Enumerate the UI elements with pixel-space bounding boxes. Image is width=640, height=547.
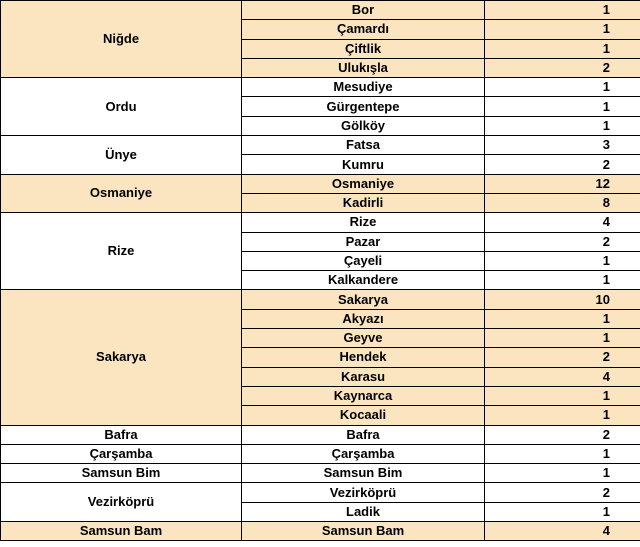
count-cell: 1	[485, 271, 640, 290]
branch-cell: Kumru	[242, 155, 485, 174]
count-cell: 1	[485, 1, 640, 20]
branch-cell: Kalkandere	[242, 271, 485, 290]
branch-cell: Rize	[242, 213, 485, 232]
count-cell: 1	[485, 464, 640, 483]
count-cell: 4	[485, 213, 640, 232]
branch-cell: Samsun Bim	[242, 464, 485, 483]
branch-cell: Bafra	[242, 425, 485, 444]
count-cell: 1	[485, 444, 640, 463]
table-row	[1, 213, 640, 232]
branch-cell: Kadirli	[242, 193, 485, 212]
count-cell: 1	[485, 116, 640, 135]
count-cell: 2	[485, 155, 640, 174]
table-row	[1, 136, 640, 155]
branch-cell: Ladik	[242, 502, 485, 521]
table-row	[1, 78, 640, 97]
count-cell: 1	[485, 78, 640, 97]
count-cell: 1	[485, 97, 640, 116]
region-cell: Ordu	[1, 78, 242, 136]
branch-cell: Mesudiye	[242, 78, 485, 97]
region-cell: Osmaniye	[1, 174, 242, 213]
table-row	[1, 522, 640, 541]
count-cell: 3	[485, 136, 640, 155]
count-cell: 4	[485, 367, 640, 386]
branch-cell: Çamardı	[242, 20, 485, 39]
count-cell: 1	[485, 20, 640, 39]
branch-cell: Osmaniye	[242, 174, 485, 193]
branch-cell: Gürgentepe	[242, 97, 485, 116]
count-cell: 1	[485, 329, 640, 348]
region-cell: Sakarya	[1, 290, 242, 425]
count-cell: 1	[485, 39, 640, 58]
table-row	[1, 290, 640, 309]
count-cell: 8	[485, 193, 640, 212]
branch-cell: Gölköy	[242, 116, 485, 135]
region-cell: Bafra	[1, 425, 242, 444]
branch-cell: Karasu	[242, 367, 485, 386]
table-row	[1, 444, 640, 463]
region-cell: Çarşamba	[1, 444, 242, 463]
count-cell: 1	[485, 386, 640, 405]
table-row	[1, 1, 640, 20]
table-row	[1, 464, 640, 483]
region-cell: Samsun Bim	[1, 464, 242, 483]
count-cell: 2	[485, 483, 640, 502]
table-body	[1, 1, 640, 541]
branch-cell: Çayeli	[242, 251, 485, 270]
count-cell: 4	[485, 522, 640, 541]
branch-cell: Çarşamba	[242, 444, 485, 463]
branch-cell: Fatsa	[242, 136, 485, 155]
branch-cell: Akyazı	[242, 309, 485, 328]
count-cell: 10	[485, 290, 640, 309]
branch-cell: Pazar	[242, 232, 485, 251]
table-row	[1, 483, 640, 502]
branch-cell: Ulukışla	[242, 58, 485, 77]
count-cell: 1	[485, 309, 640, 328]
count-cell: 2	[485, 232, 640, 251]
region-cell: Samsun Bam	[1, 522, 242, 541]
count-cell: 12	[485, 174, 640, 193]
count-cell: 2	[485, 58, 640, 77]
count-cell: 1	[485, 406, 640, 425]
region-cell: Niğde	[1, 1, 242, 78]
count-cell: 1	[485, 251, 640, 270]
branch-cell: Samsun Bam	[242, 522, 485, 541]
table-row	[1, 174, 640, 193]
branch-cell: Vezirköprü	[242, 483, 485, 502]
branch-cell: Kaynarca	[242, 386, 485, 405]
branch-cell: Bor	[242, 1, 485, 20]
count-cell: 2	[485, 425, 640, 444]
count-cell: 1	[485, 502, 640, 521]
region-cell: Vezirköprü	[1, 483, 242, 522]
region-cell: Rize	[1, 213, 242, 290]
count-cell: 2	[485, 348, 640, 367]
branch-cell: Hendek	[242, 348, 485, 367]
branch-cell: Geyve	[242, 329, 485, 348]
branch-cell: Sakarya	[242, 290, 485, 309]
branch-cell: Çiftlik	[242, 39, 485, 58]
branch-cell: Kocaali	[242, 406, 485, 425]
region-cell: Ünye	[1, 136, 242, 175]
table-row	[1, 425, 640, 444]
